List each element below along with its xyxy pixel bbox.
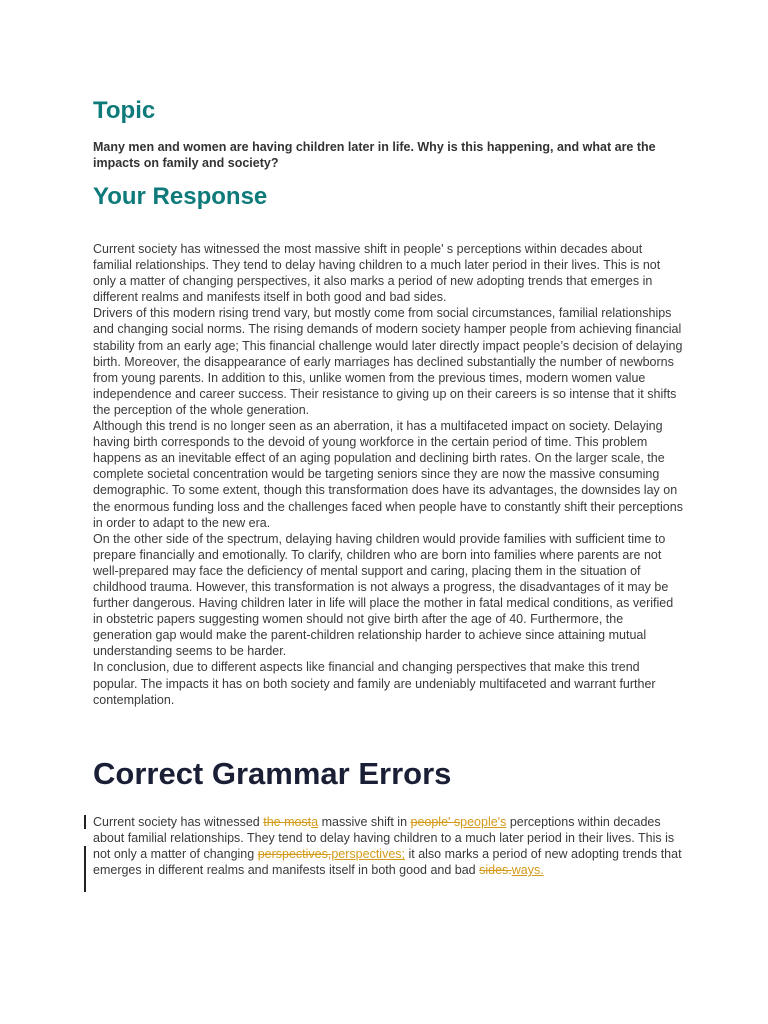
topic-question: Many men and women are having children later in life. Why is this happening, and what are the impacts on family and society? [93,140,656,170]
response-paragraph: Current society has witnessed the most massive shift in people' s perceptions within decades about familial relationships. They tend to delay having children to a much later period in their lives. This is not only a matter of changing perspectives, it also marks a period of new adopting trends that emerges in different realms and manifests itself in both good and bad sides. [93,242,661,305]
response-body [93,241,683,708]
change-bar [84,846,86,892]
response-paragraph: On the other side of the spectrum, delaying having children would provide families with sufficient time to prepare financially and emotionally. To clarify, children who are born into families where parents are not well-prepared may face the deficiency of mental support and caring, placing them in the situation of childhood trauma. However, this transformation is not always a progress, the disadvantages of it may be further dangerous. Having children later in life will place the mother in fatal medical conditions, as verified in obstetric papers suggesting women should not give birth after the age of 40. Furthermore, the generation gap would make the parent-children relationship harder to achieve since attaining mutual understanding seems to be harder. [93,531,674,659]
grammar-insertion: perspectives; [331,847,405,862]
grammar-text: perceptions within decades about familial relationships. They tend to delay having children to a much later period in their lives. This is not only a matter of changing [93,815,675,862]
grammar-insertion: ways. [511,863,544,878]
response-paragraph: Drivers of this modern rising trend vary, but mostly come from social circumstances, familial relationships and changing social norms. The rising demands of modern society hamper people from achieving financial stability from an early age; This financial challenge would later directly impact people’s decision of delaying birth. Moreover, the disappearance of early marriages has declined substantially the number of newborns from young parents. In addition to this, unlike women from the previous times, modern women value independence and career success. Their resistance to giving up on their careers is so intense that it shifts the perception of the whole generation. [93,306,683,417]
grammar-text: massive shift in [318,815,411,829]
topic-heading: Topic [93,97,156,124]
change-bar [84,815,86,829]
grammar-corrected-paragraph [93,814,683,878]
grammar-deletion: the most [263,815,312,829]
grammar-text: Current society has witnessed [93,815,264,829]
grammar-insertion: a [311,815,319,829]
response-heading: Your Response [93,183,268,210]
response-paragraph: In conclusion, due to different aspects like financial and changing perspectives that make this trend popular. The impacts it has on both society and family are undeniably multifaceted and warrant further contemplation. [93,660,656,707]
grammar-deletion: perspectives, [257,847,332,862]
grammar-deletion: people' s [410,815,461,829]
response-paragraph: Although this trend is no longer seen as an aberration, it has a multifaceted impact on society. Delaying having birth corresponds to the devoid of young workforce in the certain period of time. This problem happens as an inevitable effect of an aging population and declining birth rates. On the larger scale, the complete societal concentration would be targeting seniors since they are now the massive consuming demographic. To some extent, though this transformation does have its advantages, the downsides lay on the enormous funding loss and the challenges faced when people have to constantly shift their perceptions in order to adapt to the new era. [93,419,683,530]
grammar-deletion: sides. [479,863,512,878]
grammar-text: it also marks a period of new adopting trends that emerges in different realms and manifests itself in both good and bad [93,847,682,878]
grammar-insertion: people's [460,815,507,829]
grammar-heading: Correct Grammar Errors [93,756,452,791]
